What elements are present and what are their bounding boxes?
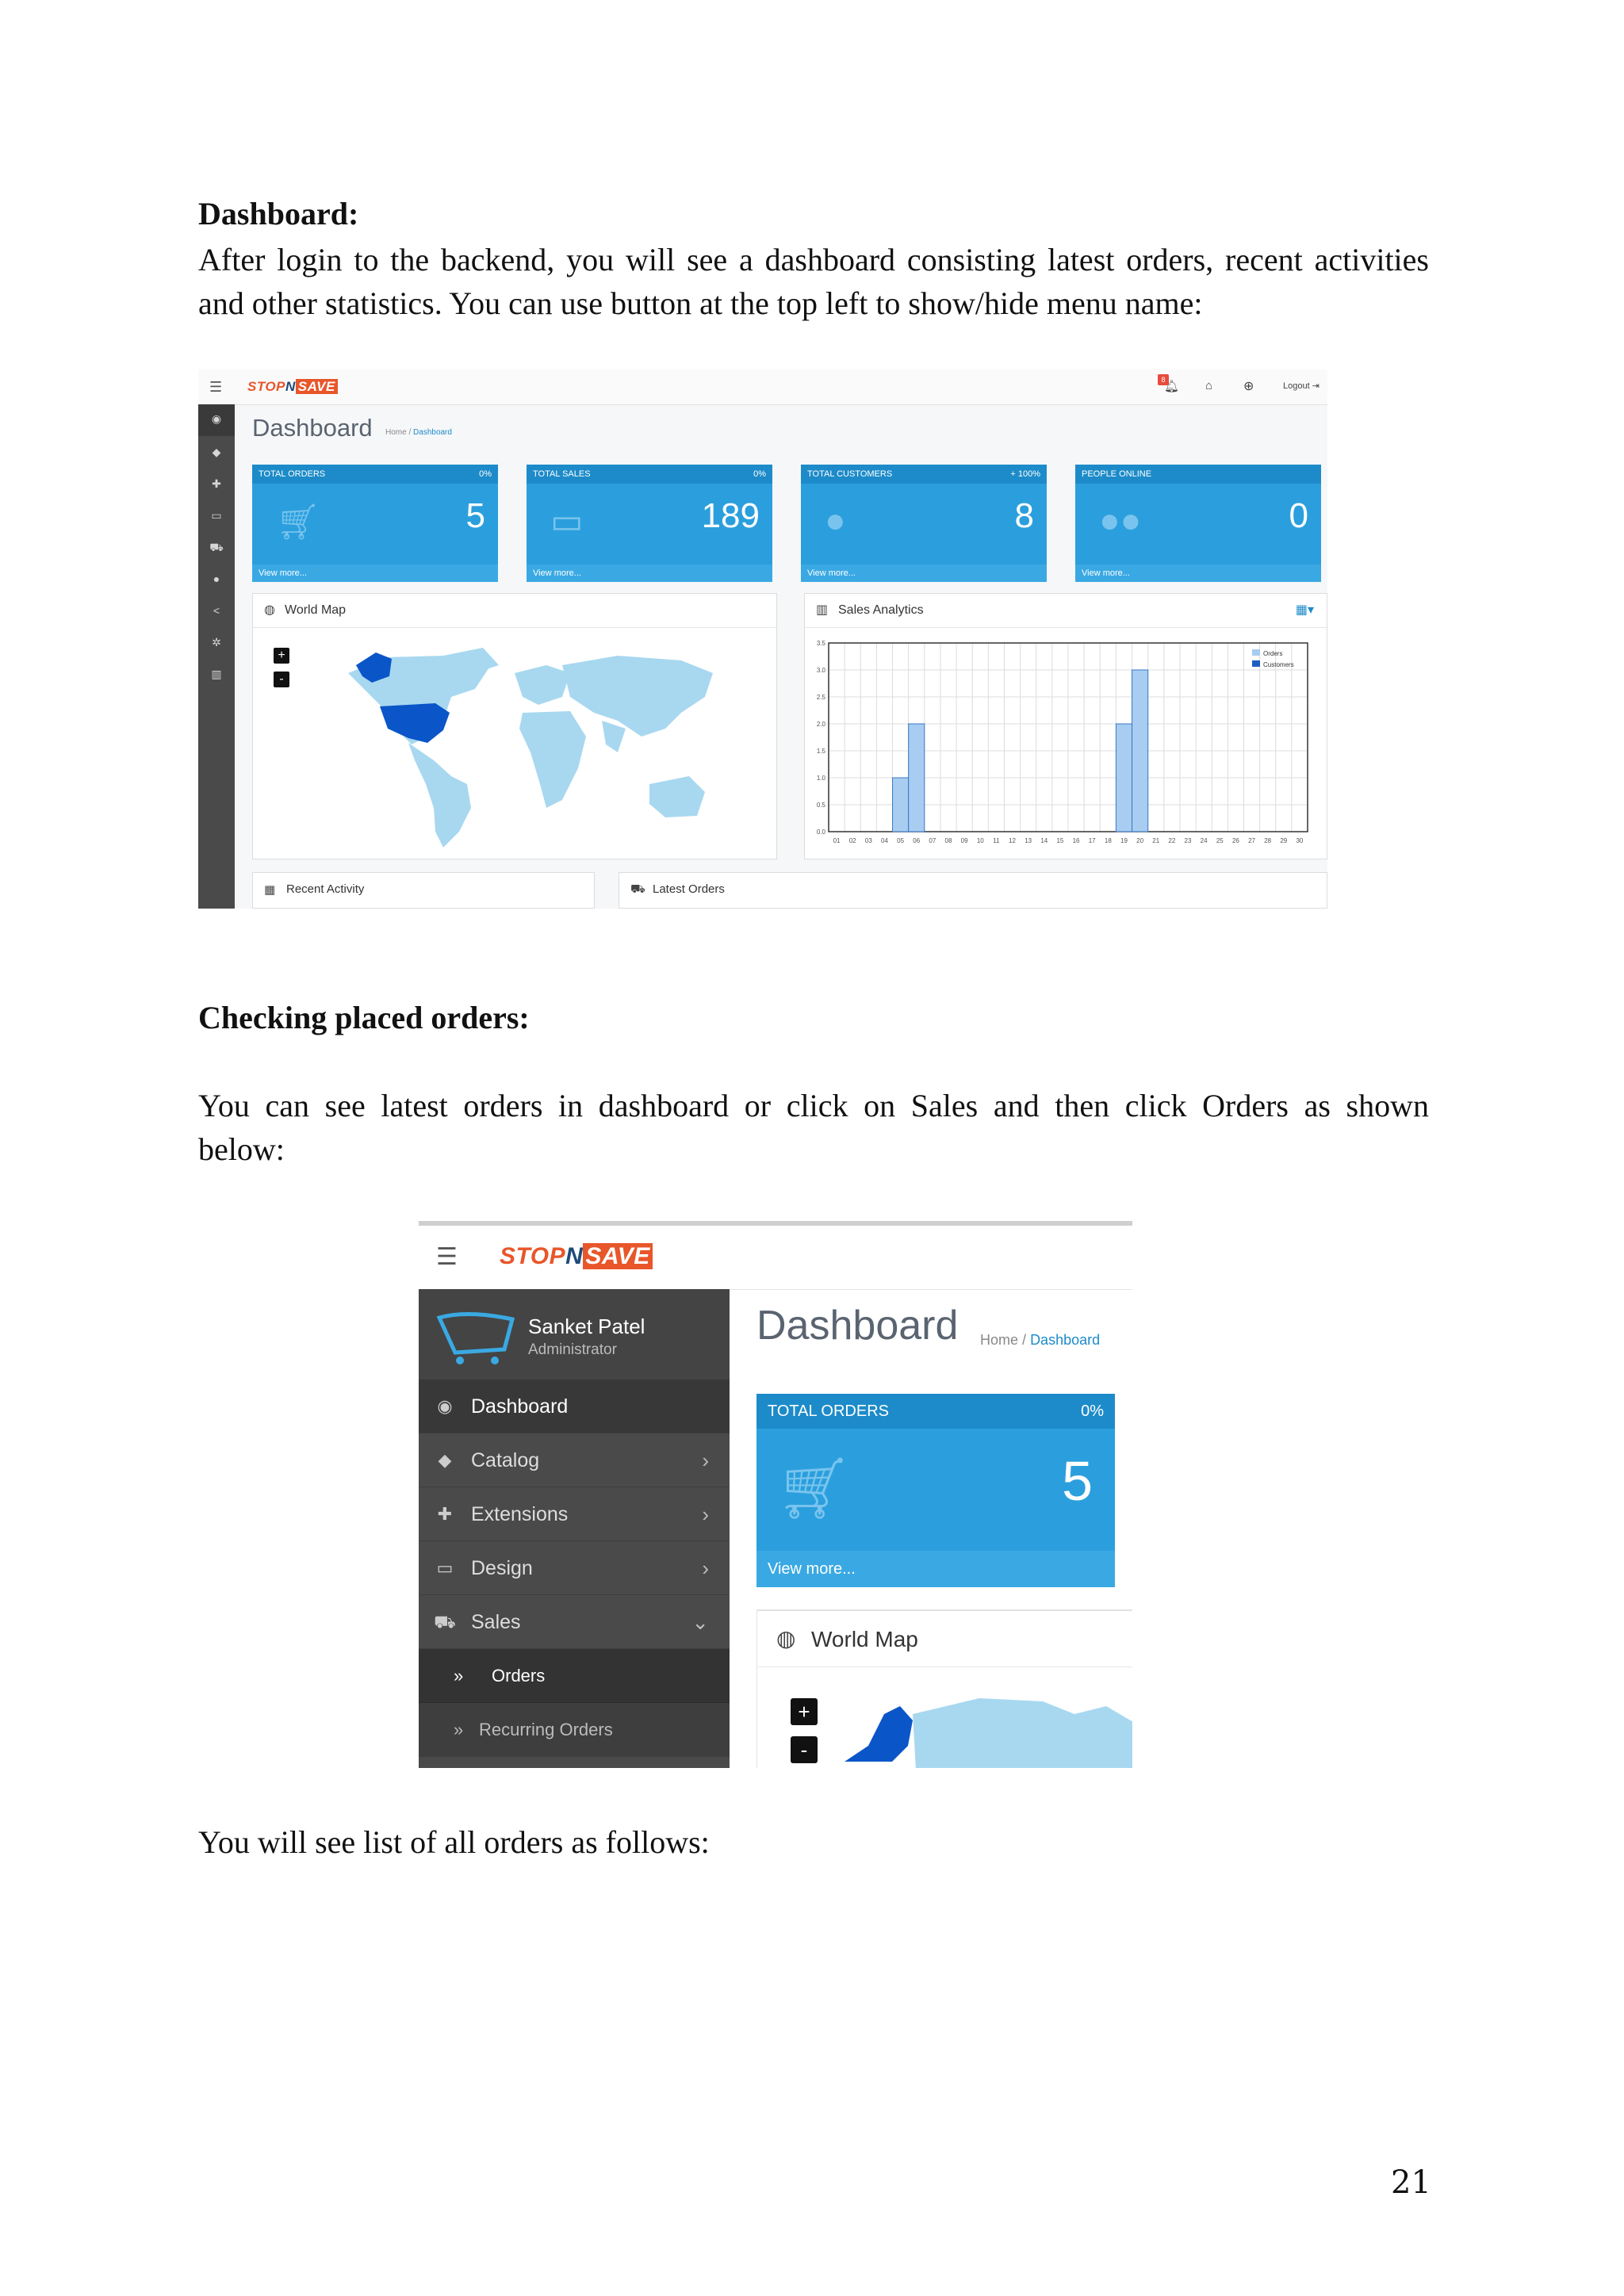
total-customers-tile: TOTAL CUSTOMERS + 100% ● 8 View more...	[801, 465, 1047, 582]
view-more-link[interactable]: View more...	[527, 564, 772, 582]
help-icon[interactable]: ⊕	[1243, 380, 1254, 393]
total-sales-tile: TOTAL SALES 0% ▭ 189 View more...	[527, 465, 772, 582]
submenu-item-orders[interactable]: » Orders	[419, 1649, 730, 1703]
latest-orders-panel	[619, 872, 1327, 909]
world-map-panel	[252, 593, 777, 859]
world-map-title: World Map	[811, 1627, 918, 1651]
bar-chart-icon[interactable]: ▥	[211, 668, 222, 680]
x-tick-label: 08	[944, 837, 952, 844]
x-tick-label: 01	[833, 837, 841, 844]
x-tick-label: 25	[1216, 837, 1224, 844]
x-tick-label: 05	[897, 837, 905, 844]
tags-icon[interactable]: ◆	[212, 446, 221, 458]
x-tick-label: 06	[913, 837, 921, 844]
legend-swatch	[1252, 660, 1260, 667]
x-tick-label: 13	[1025, 837, 1032, 844]
share-icon[interactable]: <	[213, 604, 220, 617]
chevron-right-icon: ›	[702, 1502, 709, 1526]
top-bar	[419, 1226, 1132, 1290]
user-profile[interactable]	[419, 1289, 730, 1380]
x-tick-label: 15	[1056, 837, 1064, 844]
x-tick-label: 16	[1072, 837, 1080, 844]
sidebar-item-design[interactable]: ▭ Design ›	[419, 1541, 730, 1595]
bar-orders-05	[893, 778, 909, 832]
y-tick-label: 3.0	[816, 667, 825, 674]
x-tick-label: 14	[1040, 837, 1048, 844]
y-tick-label: 2.0	[816, 721, 825, 728]
sales-analytics-title: Sales Analytics	[838, 603, 924, 617]
tile-value: 5	[465, 496, 485, 535]
legend-swatch	[1252, 649, 1260, 656]
view-more-link[interactable]: View more...	[756, 1551, 1115, 1587]
x-tick-label: 20	[1136, 837, 1144, 844]
breadcrumb-current[interactable]: Dashboard	[413, 428, 452, 437]
x-tick-label: 24	[1200, 837, 1208, 844]
sales-analytics-panel	[804, 593, 1327, 859]
view-more-link[interactable]: View more...	[252, 564, 498, 582]
notification-count-badge: 8	[1158, 374, 1169, 385]
x-tick-label: 28	[1264, 837, 1272, 844]
monitor-icon: ▭	[436, 1558, 454, 1578]
x-tick-label: 09	[960, 837, 968, 844]
menu-toggle-icon[interactable]: ☰	[209, 379, 223, 395]
menu-toggle-icon[interactable]: ☰	[436, 1244, 458, 1270]
x-tick-label: 18	[1104, 837, 1112, 844]
logout-link[interactable]: Logout ⇥	[1283, 381, 1320, 391]
x-tick-label: 10	[976, 837, 984, 844]
cart-icon: 🛒︎	[776, 1455, 852, 1522]
dashboard-paragraph-line2: and other statistics. You can use button at the top left to show/hide menu name:	[198, 285, 1203, 321]
tile-value: 0	[1289, 496, 1308, 535]
orders-heading: Checking placed orders:	[198, 1000, 530, 1035]
breadcrumb-current[interactable]: Dashboard	[1030, 1332, 1101, 1348]
orders-paragraph-line1: You can see latest orders in dashboard or click on Sales and then click Orders as shown	[198, 1088, 1429, 1123]
submenu-item-recurring-orders[interactable]: » Recurring Orders	[419, 1703, 730, 1757]
dashboard-paragraph-line1: After login to the backend, you will see a dashboard consisting latest orders, recent activities	[198, 242, 1429, 277]
world-map[interactable]	[837, 1690, 1132, 1768]
dashboard-icon: ◉	[437, 1396, 453, 1416]
calendar-icon: ▦	[264, 883, 276, 897]
tile-value: 8	[1014, 496, 1034, 535]
cart-icon[interactable]: ⛟	[209, 541, 224, 553]
tile-value: 189	[701, 496, 760, 535]
x-tick-label: 30	[1296, 837, 1304, 844]
closing-paragraph: You will see list of all orders as follows:	[198, 1824, 710, 1860]
x-tick-label: 27	[1248, 837, 1255, 844]
double-chevron-icon: »	[454, 1666, 464, 1686]
dashboard-icon[interactable]: ◉	[211, 412, 222, 425]
x-tick-label: 26	[1231, 837, 1239, 844]
page-title: Dashboard	[756, 1303, 959, 1349]
chevron-right-icon: ›	[702, 1556, 709, 1580]
x-tick-label: 07	[929, 837, 936, 844]
y-tick-label: 0.0	[816, 828, 825, 836]
bar-chart-icon: ▥	[816, 603, 829, 617]
page-title: Dashboard	[252, 414, 373, 442]
x-tick-label: 21	[1152, 837, 1160, 844]
bell-icon[interactable]: 🔔︎	[1164, 380, 1180, 393]
x-tick-label: 04	[881, 837, 888, 844]
bar-orders-19	[1116, 724, 1132, 832]
chevron-right-icon: ›	[702, 1448, 709, 1472]
view-more-link[interactable]: View more...	[801, 564, 1047, 582]
cart-icon: ⛟	[630, 882, 645, 896]
breadcrumb-home[interactable]: Home	[980, 1332, 1019, 1348]
tile-value: 5	[1062, 1450, 1093, 1512]
user-name: Sanket Patel	[528, 1314, 645, 1338]
icon-sidebar	[198, 404, 235, 909]
double-chevron-icon: »	[454, 1720, 464, 1739]
view-more-link[interactable]: View more...	[1075, 564, 1321, 582]
x-tick-label: 22	[1168, 837, 1176, 844]
y-tick-label: 1.5	[816, 748, 825, 755]
legend-label: Customers	[1263, 661, 1294, 668]
x-tick-label: 12	[1009, 837, 1016, 844]
latest-orders-title: Latest Orders	[653, 882, 725, 896]
x-tick-label: 19	[1120, 837, 1128, 844]
sidebar-item-catalog[interactable]: ◆ Catalog ›	[419, 1433, 730, 1487]
monitor-icon[interactable]: ▭	[211, 509, 222, 522]
y-tick-label: 0.5	[816, 802, 825, 809]
user-icon: ●	[825, 501, 846, 540]
breadcrumb: Home / Dashboard	[980, 1332, 1101, 1348]
world-map-panel	[756, 1609, 1132, 1768]
dashboard-heading: Dashboard:	[198, 196, 359, 232]
gear-icon[interactable]: ✲	[212, 636, 221, 649]
x-tick-label: 29	[1280, 837, 1288, 844]
total-orders-tile: TOTAL ORDERS 0% 🛒︎ 5 View more...	[756, 1394, 1115, 1587]
sales-menu-screenshot	[419, 1221, 1132, 1768]
x-tick-label: 23	[1184, 837, 1192, 844]
store-logo[interactable]: STOPN SAVE	[247, 379, 338, 395]
dashboard-screenshot	[198, 369, 1327, 909]
y-tick-label: 1.0	[816, 775, 825, 782]
legend-label: Orders	[1263, 650, 1283, 657]
credit-card-icon: ▭	[550, 502, 584, 541]
users-icon: ●●	[1099, 501, 1142, 540]
user-role: Administrator	[528, 1341, 617, 1358]
sidebar-item-extensions[interactable]: ✚ Extensions ›	[419, 1487, 730, 1541]
x-tick-label: 03	[864, 837, 872, 844]
recent-activity-title: Recent Activity	[286, 882, 365, 896]
puzzle-icon[interactable]: ✚	[212, 477, 221, 490]
puzzle-icon: ✚	[437, 1504, 453, 1524]
sidebar-item-sales[interactable]: ⛟ Sales ⌄	[419, 1595, 730, 1649]
cart-icon: ⛟	[434, 1612, 456, 1632]
x-tick-label: 17	[1088, 837, 1096, 844]
zoom-out-button[interactable]: -	[791, 1736, 818, 1763]
sidebar-menu	[419, 1289, 730, 1768]
tags-icon: ◆	[438, 1450, 452, 1470]
breadcrumb: Home / Dashboard	[385, 428, 452, 437]
store-logo[interactable]: STOPN SAVE	[500, 1243, 653, 1270]
y-tick-label: 2.5	[816, 694, 825, 701]
cart-icon: 🛒︎	[276, 503, 320, 541]
home-icon[interactable]: ⌂	[1205, 379, 1213, 392]
page-number: 21	[1391, 2164, 1431, 2201]
recent-activity-panel	[252, 872, 595, 909]
total-orders-tile: TOTAL ORDERS 0% 🛒︎ 5 View more...	[252, 465, 498, 582]
zoom-in-button[interactable]: +	[274, 648, 289, 664]
sales-analytics-chart	[805, 632, 1327, 859]
y-tick-label: 3.5	[816, 640, 825, 647]
globe-icon: ◍	[264, 603, 275, 617]
zoom-out-button[interactable]: -	[274, 672, 289, 687]
orders-paragraph-line2: below:	[198, 1131, 285, 1167]
x-tick-label: 02	[848, 837, 856, 844]
people-online-tile: PEOPLE ONLINE ●● 0 View more...	[1075, 465, 1321, 582]
top-bar	[198, 369, 1327, 405]
calendar-dropdown-icon[interactable]: ▦▾	[1295, 603, 1314, 617]
user-icon[interactable]: ●	[213, 572, 220, 585]
world-map[interactable]	[332, 641, 729, 855]
cart-logo-icon	[436, 1310, 515, 1365]
breadcrumb-home[interactable]: Home	[385, 428, 407, 437]
zoom-in-button[interactable]: +	[791, 1698, 818, 1725]
world-map-title: World Map	[285, 603, 347, 617]
bar-orders-20	[1132, 670, 1148, 832]
x-tick-label: 11	[993, 837, 1000, 844]
chevron-down-icon: ⌄	[691, 1610, 709, 1634]
sidebar-item-dashboard[interactable]: ◉ Dashboard	[419, 1380, 730, 1433]
bar-orders-06	[909, 724, 925, 832]
globe-icon: ◍	[776, 1626, 796, 1651]
